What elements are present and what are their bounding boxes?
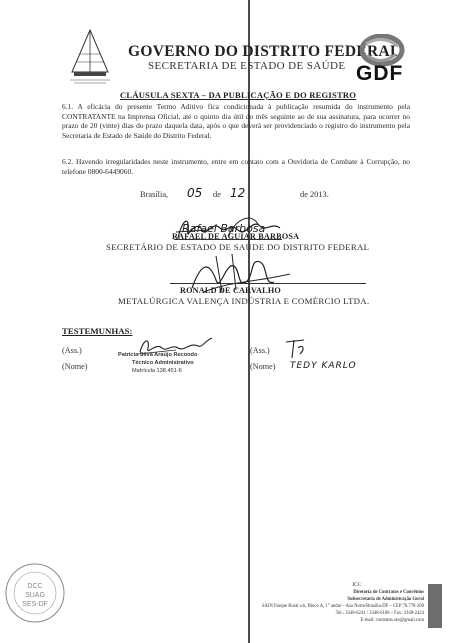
date-day-handwritten: 05 xyxy=(187,186,203,200)
witness-1-nome-label: (Nome) xyxy=(62,362,88,371)
signatory-2-name: RONALD DE CARVALHO xyxy=(180,286,281,295)
footer-side-bar xyxy=(428,584,442,628)
witnesses-title: TESTEMUNHAS: xyxy=(62,326,133,336)
footer-line-3: SAIN Parque Rural s/n, Bloco A, 1° andar – Asa Norte/Brasília-DF – CEP 70.770-200 xyxy=(261,604,424,609)
signature-line-2 xyxy=(170,283,366,284)
witness-2-nome-label: (Nome) xyxy=(250,362,276,371)
witness-1-stamp-name: Patrícia Silva Araújo Recondo xyxy=(118,352,198,358)
dcc-seal-stamp xyxy=(4,562,66,624)
witness-1-stamp-registration: Matrícula 138.451-6 xyxy=(132,368,182,374)
date-city: Brasília, xyxy=(140,190,169,199)
footer-email: E-mail: contratos.ses@gmail.com xyxy=(360,618,424,623)
page-subtitle: SECRETARIA DE ESTADO DE SAÚDE xyxy=(148,60,346,72)
gdf-coat-of-arms-icon xyxy=(66,28,114,86)
clause-title: CLÁUSULA SEXTA – DA PUBLICAÇÃO E DO REGISTRO xyxy=(120,90,357,100)
signature-1-handwritten: Rafael Barbosa xyxy=(182,222,266,235)
date-de: de xyxy=(213,190,221,199)
signatory-2-role: METALÚRGICA VALENÇA INDÚSTRIA E COMÉRCIO LTDA. xyxy=(118,296,370,306)
date-month-handwritten: 12 xyxy=(230,186,246,200)
stamp-text-suag: SUAG xyxy=(25,592,45,599)
witness-1-ass-label: (Ass.) xyxy=(62,346,82,355)
signatory-1-name: RAFAEL DE AGUIAR BARBOSA xyxy=(172,232,300,241)
gdf-logo-text: GDF xyxy=(356,62,404,85)
clause-paragraph-6-2: 6.2. Havendo irregularidades neste instrumento, entre em contato com a Ouvidoria de Combate à Corrupção, no telefone 0800-6449060. xyxy=(62,157,410,176)
footer-line-4: Tel.: 3348-6241 / 3348-6166 – Fax: 3348-2424 xyxy=(335,611,424,616)
clause-paragraph-6-1: 6.1. A eficácia do presente Termo Aditivo fica condicionada à publicação resumida do instrumento pela CONTRATANTE na Imprensa Oficial, até o quinto dia útil do mês seguinte ao de sua assinatura, para ocorrer no prazo de 20 (vinte) dias do prazo daquela data, após o que deverá ser providenciado o registro do instrumento pela Secretaria de Estado de Saúde do Distrito Federal. xyxy=(62,102,410,140)
signatory-1-role: SECRETÁRIO DE ESTADO DE SAÚDE DO DISTRITO FEDERAL xyxy=(106,242,370,252)
witness-1-stamp-role: Técnico Administrativo xyxy=(132,360,194,366)
footer-line-1: Diretoria de Contratos e Convênios xyxy=(353,590,424,595)
date-year: de 2013. xyxy=(300,190,329,199)
page-title: GOVERNO DO DISTRITO FEDERAL xyxy=(128,43,401,60)
footer-line-2: Subsecretaria de Administração Geral xyxy=(347,597,424,602)
stamp-text-dcc: DCC xyxy=(27,583,43,590)
witness-2-name-handwritten: TEDY KARLO xyxy=(290,361,357,371)
footer-code: JCC xyxy=(352,582,362,588)
witness-2-signature xyxy=(284,336,308,362)
witness-2-ass-label: (Ass.) xyxy=(250,346,270,355)
stamp-text-ses: SES-DF xyxy=(22,601,48,608)
